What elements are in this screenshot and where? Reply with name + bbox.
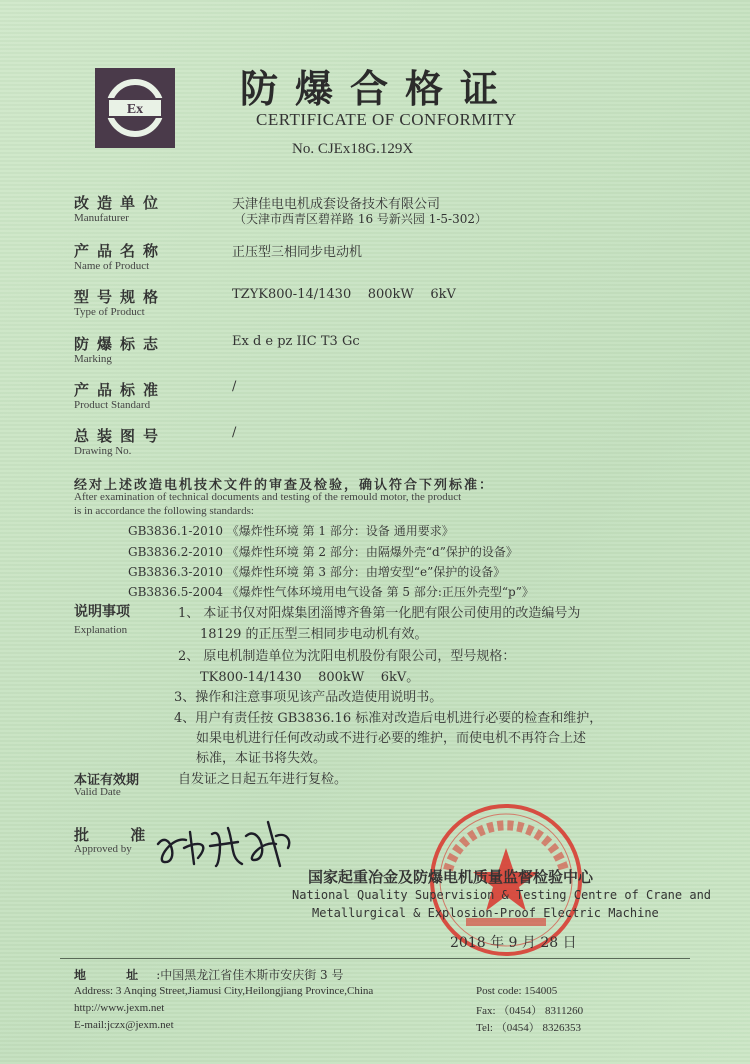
field-value-marking: Ex d e pz IIC T3 Gc: [232, 334, 360, 349]
field-value-manufacturer-address: （天津市西青区碧祥路 16 号新兴园 1-5-302）: [234, 212, 487, 226]
field-label-marking: 防爆标志: [74, 335, 167, 353]
field-label-en-marking: Marking: [74, 353, 112, 365]
issuer-name-en-2: Metallurgical & Explosion-Proof Electric Machine: [312, 906, 659, 920]
standards-heading-en-2: is in accordance the following standards:: [74, 505, 254, 517]
field-label-standard: 产品标准: [74, 381, 167, 399]
signature-icon: [150, 814, 300, 876]
website-link[interactable]: http://www.jexm.net: [74, 1002, 165, 1014]
address-cn-value: :中国黑龙江省佳木斯市安庆街 3 号: [156, 968, 344, 982]
footer-divider: [60, 958, 690, 959]
valid-date-value: 自发证之日起五年进行复检。: [178, 772, 348, 787]
certificate-number: No. CJEx18G.129X: [292, 141, 414, 157]
issue-date: 2018 年 9 月 28 日: [450, 935, 577, 951]
explanation-line: 4、用户有责任按 GB3836.16 标准对改造后电机进行必要的检查和维护，: [174, 711, 603, 726]
standard-item: GB3836.1-2010 《爆炸性环境 第 1 部分：设备 通用要求》: [128, 524, 454, 538]
tel-number: Tel: （0454） 8326353: [476, 1022, 581, 1034]
field-label-en-drawing: Drawing No.: [74, 445, 132, 457]
field-label-product-name: 产品名称: [74, 242, 167, 260]
explanation-line: 2、 原电机制造单位为沈阳电机股份有限公司，型号规格：: [178, 649, 516, 664]
valid-date-label: 本证有效期: [74, 773, 140, 788]
field-label-type: 型号规格: [74, 288, 167, 306]
approved-label: 批 准: [74, 826, 164, 844]
address-cn: [74, 966, 344, 983]
standards-heading: 经对上述改造电机技术文件的审查及检验，确认符合下列标准：: [74, 478, 495, 493]
standard-item: GB3836.3-2010 《爆炸性环境 第 3 部分：由增安型“e”保护的设备》: [128, 565, 506, 579]
approved-label-en: Approved by: [74, 843, 132, 855]
ex-logo-icon: [95, 68, 175, 148]
field-label-en-product-name: Name of Product: [74, 260, 150, 272]
field-value-drawing: /: [232, 425, 237, 440]
post-code: Post code: 154005: [476, 985, 558, 997]
logo-text: Ex: [126, 102, 144, 117]
issuer-name-en-1: National Quality Supervision & Testing Centre of Crane and: [292, 888, 712, 902]
explanation-line: 如果电机进行任何改动或不进行必要的维护，而使电机不再符合上述: [196, 731, 587, 746]
standard-item: GB3836.5-2004 《爆炸性气体环境用电气设备 第 5 部分:正压外壳型“p”》: [128, 585, 534, 599]
standards-heading-en-1: After examination of technical documents and testing of the remould motor, the product: [74, 491, 462, 503]
field-label-drawing: 总装图号: [74, 427, 167, 445]
email-link[interactable]: E-mail:jczx@jexm.net: [74, 1019, 174, 1031]
field-value-standard: /: [232, 379, 237, 394]
fax-number: Fax: （0454） 8311260: [476, 1005, 584, 1017]
explanation-line: 1、 本证书仅对阳煤集团淄博齐鲁第一化肥有限公司使用的改造编号为: [178, 606, 581, 621]
explanation-line: 18129 的正压型三相同步电动机有效。: [200, 627, 428, 642]
title-cn: 防爆合格证: [240, 66, 516, 111]
explanation-label: 说明事项: [74, 604, 130, 620]
field-value-manufacturer: 天津佳电电机成套设备技术有限公司: [232, 197, 441, 212]
address-label: 地 址: [74, 968, 157, 982]
explanation-label-en: Explanation: [74, 624, 128, 636]
explanation-line: 标准，本证书将失效。: [196, 751, 327, 766]
address-en: Address: 3 Anqing Street,Jiamusi City,Heilongjiang Province,China: [74, 985, 374, 997]
field-label-en-manufacturer: Manufaturer: [74, 212, 129, 224]
field-value-type: TZYK800-14/1430 800kW 6kV: [232, 287, 456, 302]
field-value-product-name: 正压型三相同步电动机: [232, 245, 363, 260]
title-en: CERTIFICATE OF CONFORMITY: [256, 110, 517, 129]
explanation-line: TK800-14/1430 800kW 6kV。: [200, 670, 420, 685]
explanation-line: 3、操作和注意事项见该产品改造使用说明书。: [174, 690, 443, 705]
field-label-manufacturer: 改造单位: [74, 194, 167, 212]
field-label-en-standard: Product Standard: [74, 399, 151, 411]
standard-item: GB3836.2-2010 《爆炸性环境 第 2 部分：由隔爆外壳“d”保护的设备》: [128, 545, 518, 559]
field-label-en-type: Type of Product: [74, 306, 145, 318]
issuer-name-cn: 国家起重冶金及防爆电机质量监督检验中心: [308, 868, 594, 886]
valid-date-label-en: Valid Date: [74, 786, 121, 798]
